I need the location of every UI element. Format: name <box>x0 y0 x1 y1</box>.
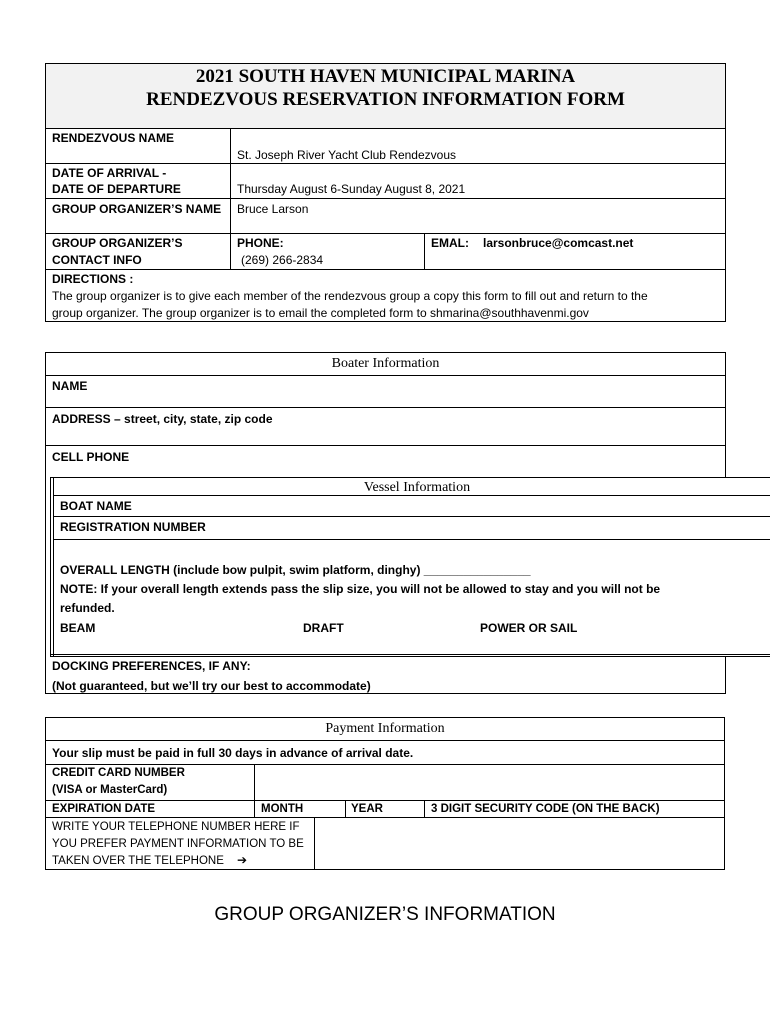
security-code-label: 3 DIGIT SECURITY CODE (ON THE BACK) <box>431 803 660 815</box>
power-or-sail-label: POWER OR SAIL <box>480 621 578 635</box>
credit-card-label-2: (VISA or MasterCard) <box>52 784 168 796</box>
cell-phone-label: CELL PHONE <box>52 450 130 464</box>
beam-label: BEAM <box>60 621 96 635</box>
boater-name-label: NAME <box>52 379 88 393</box>
directions-line2: group organizer. The group organizer is to email the completed form to shmarina@southhavenmi.gov <box>52 306 589 320</box>
vessel-info-heading: Vessel Information <box>363 480 471 495</box>
arrival-date-label: DATE OF ARRIVAL - <box>52 166 167 180</box>
payment-notice: Your slip must be paid in full 30 days in advance of arrival date. <box>52 746 414 760</box>
registration-number-label: REGISTRATION NUMBER <box>60 520 206 534</box>
dates-value[interactable]: Thursday August 6-Sunday August 8, 2021 <box>237 182 466 196</box>
year-label: YEAR <box>351 803 383 815</box>
departure-date-label: DATE OF DEPARTURE <box>52 182 181 196</box>
boater-info-heading: Boater Information <box>331 356 440 371</box>
phone-preference-line3: TAKEN OVER THE TELEPHONE <box>52 855 224 867</box>
overall-length-note-line2: refunded. <box>60 601 115 615</box>
phone-value[interactable]: (269) 266-2834 <box>241 253 324 267</box>
month-label: MONTH <box>261 803 304 815</box>
draft-label: DRAFT <box>303 621 344 635</box>
directions-line1: The group organizer is to give each member of the rendezvous group a copy this form to fill out and return to the <box>52 289 648 303</box>
email-label: EMAL: <box>431 236 469 250</box>
phone-preference-line2: YOU PREFER PAYMENT INFORMATION TO BE <box>52 838 304 850</box>
overall-length-note-line1: NOTE: If your overall length extends pass the slip size, you will not be allowed to stay and you will not be <box>60 582 661 596</box>
boat-name-label: BOAT NAME <box>60 499 132 513</box>
phone-preference-line1: WRITE YOUR TELEPHONE NUMBER HERE IF <box>52 821 300 833</box>
directions-label: DIRECTIONS : <box>52 272 134 286</box>
address-label: ADDRESS – street, city, state, zip code <box>52 412 273 426</box>
rendezvous-name-value[interactable]: St. Joseph River Yacht Club Rendezvous <box>237 148 457 162</box>
credit-card-label-1: CREDIT CARD NUMBER <box>52 767 185 779</box>
organizer-name-label: GROUP ORGANIZER’S NAME <box>52 202 222 216</box>
expiration-date-label: EXPIRATION DATE <box>52 803 156 815</box>
overall-length-label: OVERALL LENGTH (include bow pulpit, swim platform, dinghy) ________________ <box>60 563 531 577</box>
rendezvous-name-label: RENDEZVOUS NAME <box>52 131 175 145</box>
contact-info-label-2: CONTACT INFO <box>52 253 142 267</box>
group-organizer-info-heading: GROUP ORGANIZER’S INFORMATION <box>214 904 556 925</box>
docking-preferences-label: DOCKING PREFERENCES, IF ANY: <box>52 659 251 673</box>
contact-info-label-1: GROUP ORGANIZER’S <box>52 236 183 250</box>
email-value[interactable]: larsonbruce@comcast.net <box>483 236 634 250</box>
arrow-right-icon: ➔ <box>237 853 248 867</box>
payment-info-heading: Payment Information <box>325 721 445 736</box>
docking-preferences-note: (Not guaranteed, but we’ll try our best to accommodate) <box>52 679 371 693</box>
form-title-line1: 2021 SOUTH HAVEN MUNICIPAL MARINA <box>195 66 576 87</box>
phone-label: PHONE: <box>237 236 284 250</box>
organizer-name-value[interactable]: Bruce Larson <box>237 202 309 216</box>
form-title-line2: RENDEZVOUS RESERVATION INFORMATION FORM <box>146 89 625 110</box>
